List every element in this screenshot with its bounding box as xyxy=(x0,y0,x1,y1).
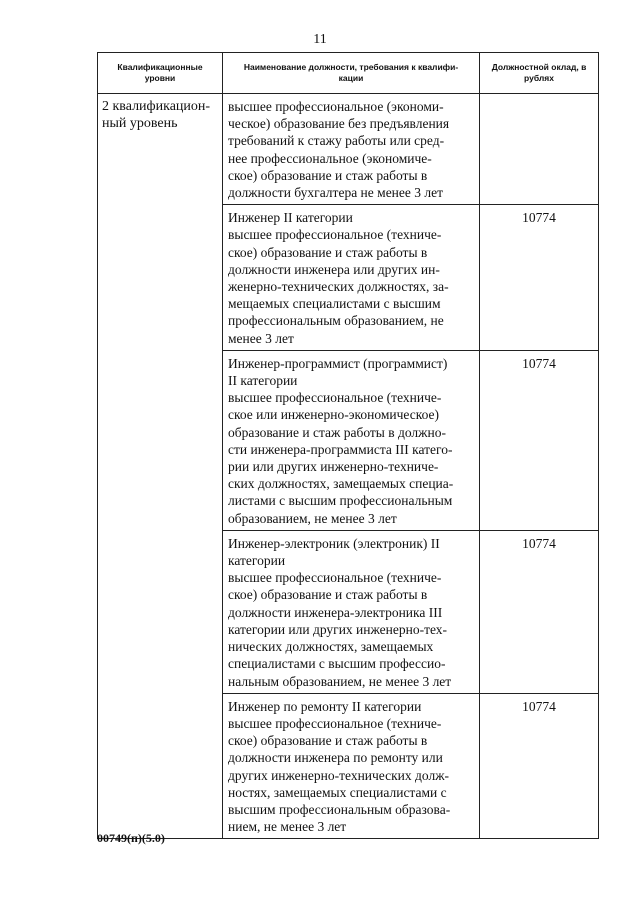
description-line: нее профессиональное (экономиче- xyxy=(228,150,432,166)
header-qualification-levels xyxy=(98,53,223,94)
salary-cell: 10774 xyxy=(480,205,599,351)
description-line: категории xyxy=(228,553,286,569)
position-description-cell xyxy=(223,94,480,205)
description-line: высшее профессиональное (техниче- xyxy=(228,570,442,586)
page-number: 11 xyxy=(313,32,327,47)
table-row xyxy=(98,94,599,205)
position-description-cell xyxy=(223,530,480,693)
header-text: уровни xyxy=(144,73,176,83)
description-line: Инженер II категории xyxy=(228,210,353,226)
description-line: высшее профессиональное (техниче- xyxy=(228,715,442,731)
description-line: Инженер-электроник (электроник) II xyxy=(228,535,440,551)
description-line: специалистами с высшим профессио- xyxy=(228,656,446,672)
description-line: образованием, не менее 3 лет xyxy=(228,510,397,526)
description-line: образование и стаж работы в должно- xyxy=(228,424,446,440)
description-line: должности инженера-электроника III xyxy=(228,604,443,620)
header-text: Должностной оклад, в xyxy=(491,62,587,72)
salary-cell: 10774 xyxy=(480,693,599,839)
description-line: менее 3 лет xyxy=(228,330,294,346)
table-header-row xyxy=(98,53,599,94)
header-position-requirements xyxy=(223,53,480,94)
description-line: ское или инженерно-экономическое) xyxy=(228,407,440,423)
description-line: должности бухгалтера не менее 3 лет xyxy=(228,185,444,201)
description-line: должности инженера или других ин- xyxy=(228,261,440,277)
description-line: сти инженера-программиста III катего- xyxy=(228,441,453,457)
qualification-level-text: 2 квалификацион- xyxy=(102,99,211,114)
salary-cell: 10774 xyxy=(480,350,599,530)
description-line: требований к стажу работы или сред- xyxy=(228,133,445,149)
qualification-level-cell xyxy=(98,94,223,839)
description-line: ческое) образование без предъявления xyxy=(228,116,450,132)
description-line: мещаемых специалистами с высшим xyxy=(228,296,441,312)
description-line: высшее профессиональное (экономи- xyxy=(228,99,444,114)
header-salary xyxy=(480,53,599,94)
header-text: кации xyxy=(338,73,364,83)
position-description-cell xyxy=(223,693,480,839)
description-line: ское) образование и стаж работы в xyxy=(228,733,428,749)
description-line: профессиональным образованием, не xyxy=(228,313,444,329)
description-line: нических должностях, замещаемых xyxy=(228,639,434,655)
description-line: должности инженера по ремонту или xyxy=(228,750,443,766)
description-line: категории или других инженерно-тех- xyxy=(228,621,448,637)
description-line: ское) образование и стаж работы в xyxy=(228,587,428,603)
description-line: других инженерно-технических долж- xyxy=(228,767,450,783)
description-line: нием, не менее 3 лет xyxy=(228,819,347,835)
description-line: ностях, замещаемых специалистами с xyxy=(228,784,447,800)
description-line: нальным образованием, не менее 3 лет xyxy=(228,673,452,689)
description-line: рии или других инженерно-техниче- xyxy=(228,459,439,475)
document-code: 00749(п)(5.0) xyxy=(97,831,165,845)
description-line: высшим профессиональным образова- xyxy=(228,801,451,817)
description-line: ских должностях, замещаемых специа- xyxy=(228,476,454,492)
description-line: ское) образование и стаж работы в xyxy=(228,244,428,260)
description-line: листами с высшим профессиональным xyxy=(228,493,453,509)
description-line: высшее профессиональное (техниче- xyxy=(228,390,442,406)
position-description-cell xyxy=(223,350,480,530)
qualification-level-text: ный уровень xyxy=(102,116,178,131)
header-text: Наименование должности, требования к квалифи- xyxy=(243,62,459,72)
description-line: II категории xyxy=(228,373,298,389)
description-line: Инженер по ремонту II категории xyxy=(228,698,422,714)
header-text: рублях xyxy=(524,73,554,83)
position-description-cell xyxy=(223,205,480,351)
header-text: Квалификационные xyxy=(117,62,203,72)
qualification-table xyxy=(97,52,599,839)
salary-cell: 10774 xyxy=(480,530,599,693)
description-line: женерно-технических должностях, за- xyxy=(228,279,449,295)
description-line: высшее профессиональное (техниче- xyxy=(228,227,442,243)
description-line: Инженер-программист (программист) xyxy=(228,355,448,371)
salary-cell xyxy=(480,94,599,205)
description-line: ское) образование и стаж работы в xyxy=(228,167,428,183)
